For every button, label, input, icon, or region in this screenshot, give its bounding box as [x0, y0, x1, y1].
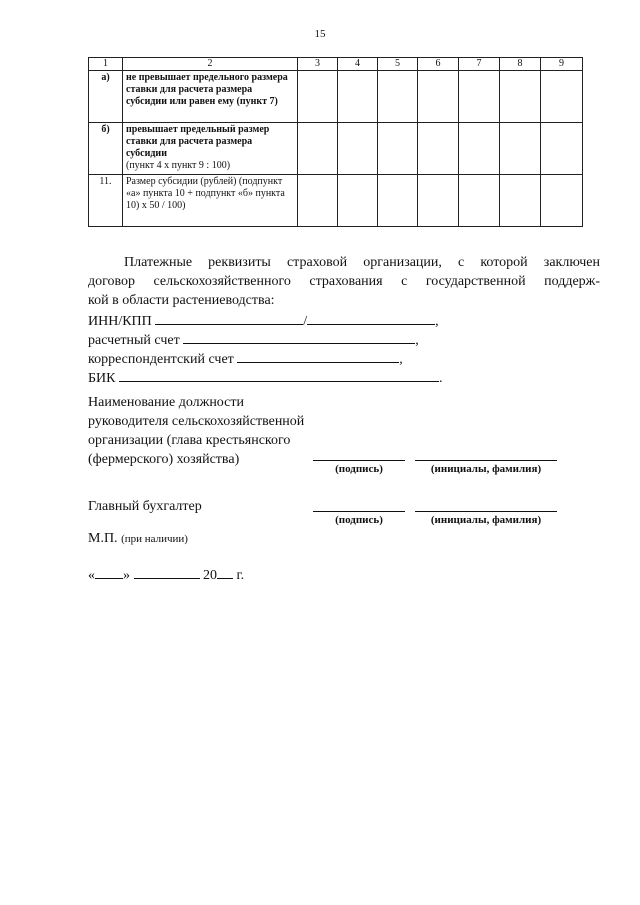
- table-header-cell: 8: [500, 58, 541, 71]
- bik-row: [88, 367, 443, 388]
- table-cell: [541, 71, 583, 123]
- corr-account-row: [88, 348, 403, 369]
- table-cell: [378, 175, 418, 227]
- date-row: [88, 565, 244, 585]
- table-cell: [418, 123, 459, 175]
- table-cell: [459, 71, 500, 123]
- table-header-cell: 1: [89, 58, 123, 71]
- row-description: не превышает предельного размера ставки для расчета размера субсидии или равен ему (пункт 7): [123, 71, 298, 123]
- corr-account-label: корреспондентский счет: [88, 352, 234, 367]
- table-cell: [500, 175, 541, 227]
- table-header-cell: 4: [338, 58, 378, 71]
- head-signature-line: (подпись): [313, 460, 405, 475]
- head-position-line: руководителя сельскохозяйственной: [88, 414, 305, 429]
- table-cell: [338, 71, 378, 123]
- paragraph-line: договор сельскохозяйственного страхования с государственной поддерж-: [88, 274, 600, 289]
- head-position-block: [88, 393, 304, 469]
- table-cell: [298, 175, 338, 227]
- row-number: а): [89, 71, 123, 123]
- row-description: [123, 123, 298, 175]
- table-cell: [459, 175, 500, 227]
- accountant-label: Главный бухгалтер: [88, 499, 202, 514]
- row-number: б): [89, 123, 123, 175]
- corr-account-comma: ,: [399, 352, 403, 367]
- table-cell: [298, 123, 338, 175]
- date-close-quote: »: [123, 568, 130, 583]
- head-name-line: (инициалы, фамилия): [415, 460, 557, 475]
- table-cell: [298, 71, 338, 123]
- row-number: 11.: [89, 175, 123, 227]
- accountant-name-line: (инициалы, фамилия): [415, 511, 557, 526]
- date-suffix: г.: [236, 568, 245, 583]
- row-description-formula: (пункт 4 х пункт 9 : 100): [126, 160, 231, 171]
- inn-field-line: [155, 310, 303, 325]
- bik-field-line: [119, 367, 439, 382]
- table-row: [89, 175, 583, 227]
- table-cell: [418, 175, 459, 227]
- table-row: [89, 71, 583, 123]
- stamp-row: [88, 529, 188, 549]
- row-description-main: превышает предельный размер ставки для расчета размера субсидии: [126, 124, 270, 159]
- table-header-cell: 3: [298, 58, 338, 71]
- head-position-line: организации (глава крестьянского: [88, 433, 291, 448]
- table-cell: [338, 175, 378, 227]
- table-cell: [500, 71, 541, 123]
- inn-kpp-row: [88, 310, 439, 331]
- subsidy-table: [88, 57, 583, 227]
- paragraph-line: кой в области растениеводства:: [88, 293, 275, 308]
- table-row: [89, 123, 583, 175]
- date-open-quote: «: [88, 568, 95, 583]
- month-field-line: [134, 565, 200, 579]
- payment-details-paragraph: [88, 253, 600, 310]
- kpp-field-line: [307, 310, 435, 325]
- table-cell: [338, 123, 378, 175]
- table-header-cell: 5: [378, 58, 418, 71]
- paragraph-line: Платежные реквизиты страховой организации, с которой заключен: [124, 255, 600, 270]
- table-header-cell: 2: [123, 58, 298, 71]
- corr-account-field-line: [237, 348, 399, 363]
- account-row: [88, 329, 419, 350]
- account-label: расчетный счет: [88, 333, 180, 348]
- table-cell: [541, 175, 583, 227]
- year-field-line: [217, 565, 233, 579]
- bik-period: .: [439, 371, 443, 386]
- date-century: 20: [203, 568, 217, 583]
- inn-kpp-comma: ,: [435, 314, 439, 329]
- stamp-note: (при наличии): [121, 533, 188, 545]
- day-field-line: [95, 565, 123, 579]
- table-cell: [459, 123, 500, 175]
- row-description: Размер субсидии (рублей) (подпункт «а» пункта 10 + подпункт «б» пункта 10) х 50 / 100): [123, 175, 298, 227]
- accountant-signature-line: (подпись): [313, 511, 405, 526]
- table-cell: [500, 123, 541, 175]
- table-header-cell: 9: [541, 58, 583, 71]
- table-cell: [541, 123, 583, 175]
- table-header-row: [89, 58, 583, 71]
- account-field-line: [183, 329, 415, 344]
- inn-kpp-slash: /: [303, 314, 308, 329]
- head-position-line: Наименование должности: [88, 395, 244, 410]
- stamp-label: М.П.: [88, 531, 118, 546]
- page-number: 15: [314, 28, 326, 40]
- table-cell: [378, 123, 418, 175]
- head-position-line: (фермерского) хозяйства): [88, 452, 240, 467]
- table-header-cell: 7: [459, 58, 500, 71]
- account-comma: ,: [415, 333, 419, 348]
- table-cell: [418, 71, 459, 123]
- table-header-cell: 6: [418, 58, 459, 71]
- table-cell: [378, 71, 418, 123]
- inn-kpp-label: ИНН/КПП: [88, 314, 152, 329]
- bik-label: БИК: [88, 371, 116, 386]
